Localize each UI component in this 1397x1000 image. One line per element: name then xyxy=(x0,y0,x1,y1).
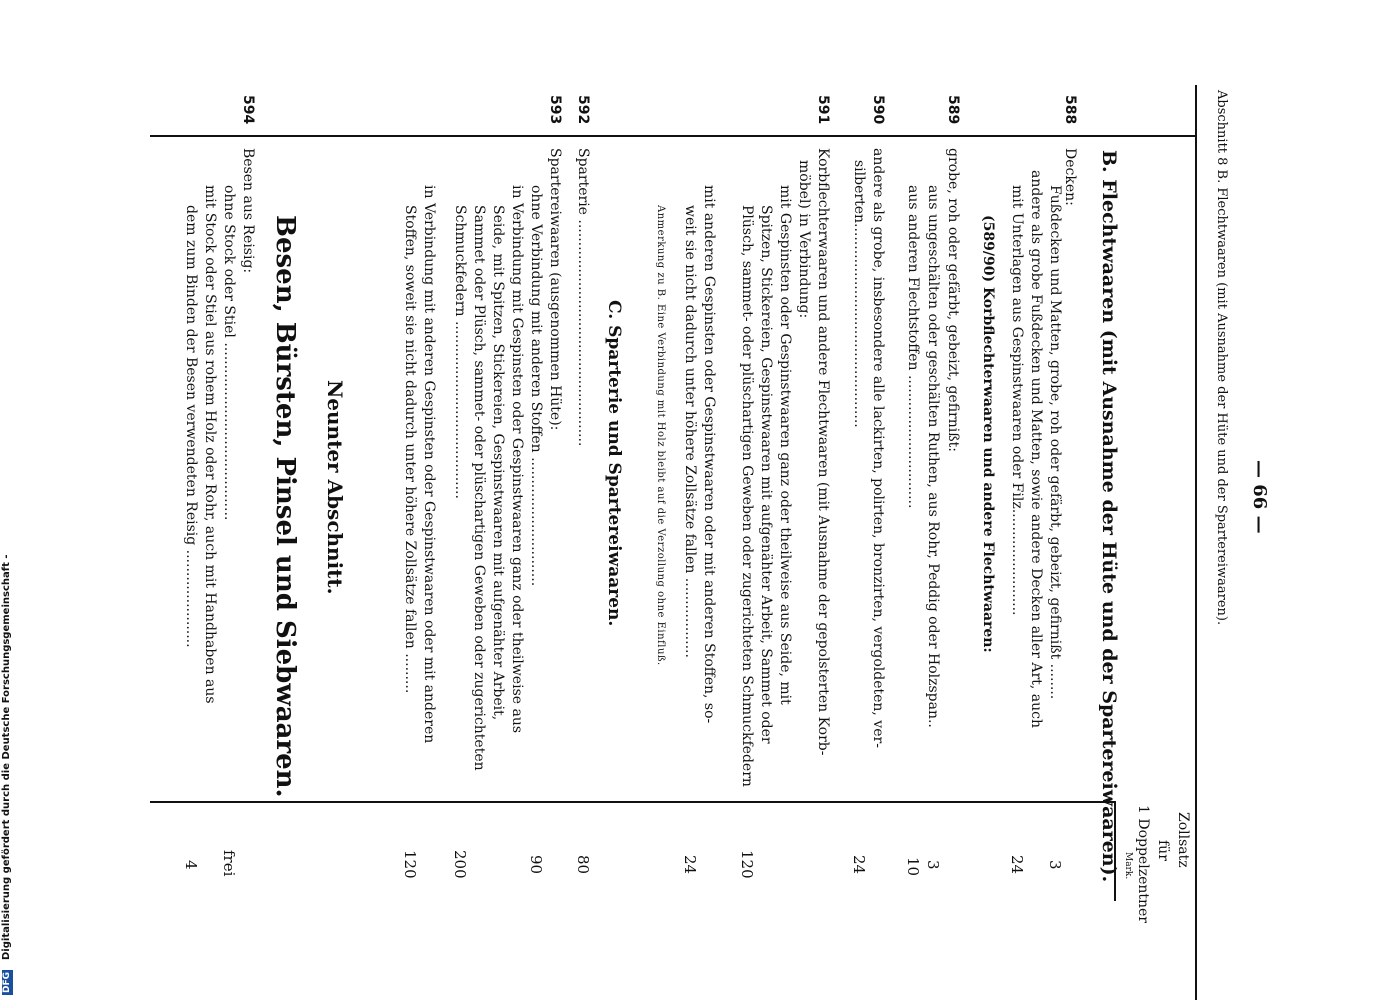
rate-590: 24 xyxy=(850,855,868,875)
entry-number-590: 590 xyxy=(870,95,886,125)
entry-593-b: ohne Verbindung mit anderen Stoffen ............................. xyxy=(528,185,544,587)
entry-number-589: 589 xyxy=(945,95,961,125)
header-rule xyxy=(150,135,1196,137)
entry-593-h: Stoffen, soweit sie nicht dadurch unter höhere Zollsätze fallen ......... xyxy=(402,205,418,694)
entry-number-593: 593 xyxy=(547,95,563,125)
entry-591-d: Spitzen, Stickereien, Gespinstwaaren mit aufgenähter Arbeit, Sammet oder xyxy=(758,205,774,744)
entry-593-g: in Verbindung mit anderen Gespinsten oder Gespinstwaaren oder mit anderen xyxy=(421,185,437,744)
rate-header-1: Zollsatz xyxy=(1175,812,1191,868)
rate-591-c: 120 xyxy=(738,850,756,879)
entry-593-d: Seide, mit Spitzen, Stickereien, Gespinstwaaren mit aufgenähter Arbeit, xyxy=(490,205,506,721)
rate-column-rule xyxy=(150,801,1115,803)
entry-number-591: 591 xyxy=(815,95,831,125)
entry-589-b: aus ungeschälten oder geschälten Ruthen, aus Rohr, Peddig oder Holzspan.. xyxy=(925,185,941,728)
entry-number-588: 588 xyxy=(1062,95,1078,125)
entry-594-b: ohne Stock oder Stiel ........................................ xyxy=(221,185,237,521)
section-b-heading: B. Flechtwaaren (mit Ausnahme der Hüte und der Spartereiwaaren). xyxy=(1098,150,1120,883)
rate-593-h: 120 xyxy=(401,850,419,879)
chapter-heading: Neunter Abschnitt. xyxy=(323,380,347,595)
rate-594-d: 4 xyxy=(182,860,200,870)
rate-592: 80 xyxy=(574,855,592,875)
entry-number-592: 592 xyxy=(575,95,591,125)
entry-589-c: aus anderen Flechtstoffen .............................. xyxy=(905,185,921,509)
dfg-logo: DFG xyxy=(2,971,12,993)
entry-592: Sparterie ................................................... xyxy=(575,148,591,447)
entry-number-594: 594 xyxy=(240,95,256,125)
entry-594-d: dem zum Binden der Besen verwendeten Reisig ...................... xyxy=(183,205,199,648)
running-head: Abschnitt 8 B. Flechtwaaren (mit Ausnahme der Hüte und der Spartereiwaaren). xyxy=(1214,90,1229,626)
rate-589-b: 3 xyxy=(924,860,942,870)
entry-591-g: weit sie nicht dadurch unter höhere Zollsätze fallen .................. xyxy=(682,205,698,658)
rate-588-a: 3 xyxy=(1046,860,1064,870)
entry-591-c: mit Gespinsten oder Gespinstwaaren ganz oder theilweise aus Seide, mit xyxy=(777,185,793,705)
rate-594-b: frei xyxy=(220,850,238,877)
entry-589-a: grobe, roh oder gefärbt, gebeizt, gefirnißt: xyxy=(945,148,961,452)
rate-593-f: 200 xyxy=(451,850,469,879)
top-rule xyxy=(1195,85,1197,1000)
entry-593-a: Spartereiwaaren (ausgenommen Hüte): xyxy=(547,148,563,431)
entry-591-f: mit anderen Gespinsten oder Gespinstwaaren oder mit anderen Stoffen, so- xyxy=(701,185,717,724)
entry-590-b: silberten.............................................. xyxy=(851,160,867,428)
entry-591-b: möbel) in Verbindung: xyxy=(796,160,812,319)
rate-589-c: 10 xyxy=(904,857,922,877)
entry-588-b1: andere als grobe Fußdecken und Matten, sowie andere Decken aller Art, auch xyxy=(1028,170,1044,728)
footer-credit: Digitalisierung gefördert durch die Deutsche Forschungsgemeinschaft - xyxy=(1,554,12,960)
rate-591-f: 24 xyxy=(681,855,699,875)
entry-593-e: Sammet oder Plüsch, sammet- oder plüschartigen Geweben oder zugerichteten xyxy=(471,205,487,771)
rate-header-3: 1 Doppelzentner xyxy=(1135,805,1151,923)
note-b: Anmerkung zu B. Eine Verbindung mit Holz bleibt auf die Verzollung ohne Einfluß. xyxy=(655,205,666,666)
page-number: — 66 — xyxy=(1249,460,1270,534)
entry-590-a: andere als grobe, insbesondere alle lackirten, polirten, bronzirten, vergoldeten, ver- xyxy=(870,148,886,748)
section-c-heading: C. Sparterie und Spartereiwaaren. xyxy=(604,300,624,627)
subheading-589-90: (589/90) Korbflechterwaaren und andere Flechtwaaren: xyxy=(980,215,996,653)
entry-588-a: Fußdecken und Matten, grobe, roh oder gefärbt, gebeizt, gefirnißt ........ xyxy=(1047,185,1063,700)
rate-header-4: Mark. xyxy=(1123,852,1133,880)
rate-593-b: 90 xyxy=(527,855,545,875)
entry-593-f: Schmuckfedern ........................................ xyxy=(452,205,468,499)
entry-593-c: in Verbindung mit Gespinsten oder Gespinstwaaren ganz oder theilweise aus xyxy=(509,185,525,734)
entry-591-a: Korbflechterwaaren und andere Flechtwaaren (mit Ausnahme der gepolsterten Korb- xyxy=(815,148,831,756)
entry-588-text: Decken: xyxy=(1062,148,1078,206)
entry-588-b2: mit Unterlagen aus Gespinstwaaren oder Filz........................ xyxy=(1009,185,1025,616)
entry-594-a: Besen aus Reisig: xyxy=(240,148,256,274)
rate-header-2: für xyxy=(1155,840,1171,861)
entry-591-e: Plüsch, sammet- oder plüschartigen Geweben oder zugerichteten Schmuckfedern xyxy=(739,205,755,787)
entry-594-c: mit Stock oder Stiel aus rohem Holz oder Rohr, auch mit Handhaben aus xyxy=(202,185,218,704)
chapter-title: Besen, Bürsten, Pinsel und Siebwaaren. xyxy=(270,215,300,798)
rate-588-b: 24 xyxy=(1008,855,1026,875)
